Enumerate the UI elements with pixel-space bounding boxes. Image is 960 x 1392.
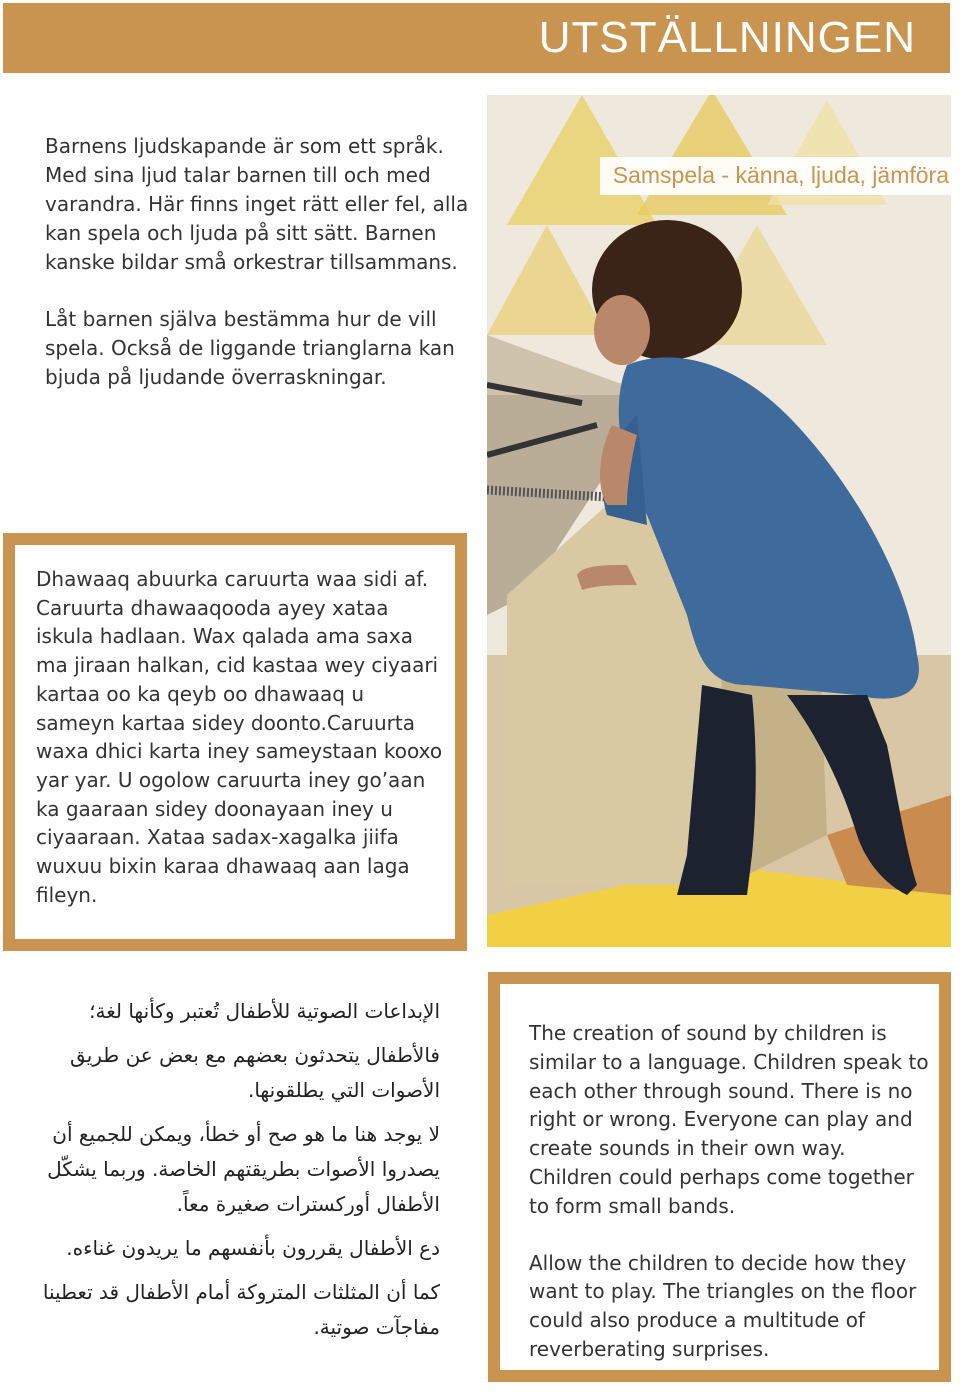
arabic-paragraph-2: فالأطفال يتحدثون بعضهم مع بعض عن طريق الأصوات التي يطلقونها. xyxy=(70,1043,440,1102)
arabic-paragraph-3: لا يوجد هنا ما هو صح أو خطأ، ويمكن للجميع أن يصدروا الأصوات بطريقتهم الخاصة. وربما يشكّل الأطفال أوركسترات صغيرة معاً. xyxy=(47,1122,440,1216)
photo-caption: Samspela - känna, ljuda, jämföra xyxy=(600,157,951,195)
swedish-paragraph-1: Barnens ljudskapande är som ett språk. Med sina ljud talar barnen till och med varandra. Här finns inget rätt eller fel, alla kan spela och ljuda på sitt sätt. Barnen kanske bildar små orkestrar tillsammans. xyxy=(45,134,469,274)
arabic-paragraph-5: كما أن المثلثات المتروكة أمام الأطفال قد تعطينا مفاجآت صوتية. xyxy=(42,1280,440,1339)
english-text-box xyxy=(488,972,951,1382)
arabic-text-block xyxy=(20,994,440,1354)
arabic-paragraph-4: دع الأطفال يقررون بأنفسهم ما يريدون غناءه. xyxy=(66,1236,440,1260)
somali-paragraph: Dhawaaq abuurka caruurta waa sidi af. Caruurta dhawaaqooda ayey xataa iskula hadlaan. Wax qalada ama saxa ma jiraan halkan, cid kastaa wey ciyaari kartaa oo ka qeyb oo dhawaaq u sameyn kartaa sidey doonto.Caruurta waxa dhici karta iney sameystaan kooxo yar yar. U ogolow caruurta iney go’aan ka gaaraan sidey doonayaan iney u ciyaaraan. Xataa sadax-xagalka jiifa wuxuu bixin karaa dhawaaq aan laga fileyn. xyxy=(36,567,443,907)
english-paragraph-2: Allow the children to decide how they want to play. The triangles on the floor could also produce a multitude of reverberating surprises. xyxy=(529,1250,917,1361)
swedish-intro xyxy=(45,132,475,420)
english-paragraph-1: The creation of sound by children is similar to a language. Children speak to each other through sound. There is no right or wrong. Everyone can play and create sounds in their own way. Children could perhaps come together to form small bands. xyxy=(529,1021,929,1218)
somali-text-box xyxy=(3,533,467,951)
header-bar xyxy=(3,3,950,73)
arabic-paragraph-1: الإبداعات الصوتية للأطفال تُعتبر وكأنها لغة؛ xyxy=(89,999,440,1023)
page-title: UTSTÄLLNINGEN xyxy=(538,13,916,62)
swedish-paragraph-2: Låt barnen själva bestämma hur de vill spela. Också de liggande trianglarna kan bjuda på ljudande överraskningar. xyxy=(45,307,455,389)
english-text xyxy=(529,1019,929,1392)
child-photo xyxy=(487,95,951,947)
